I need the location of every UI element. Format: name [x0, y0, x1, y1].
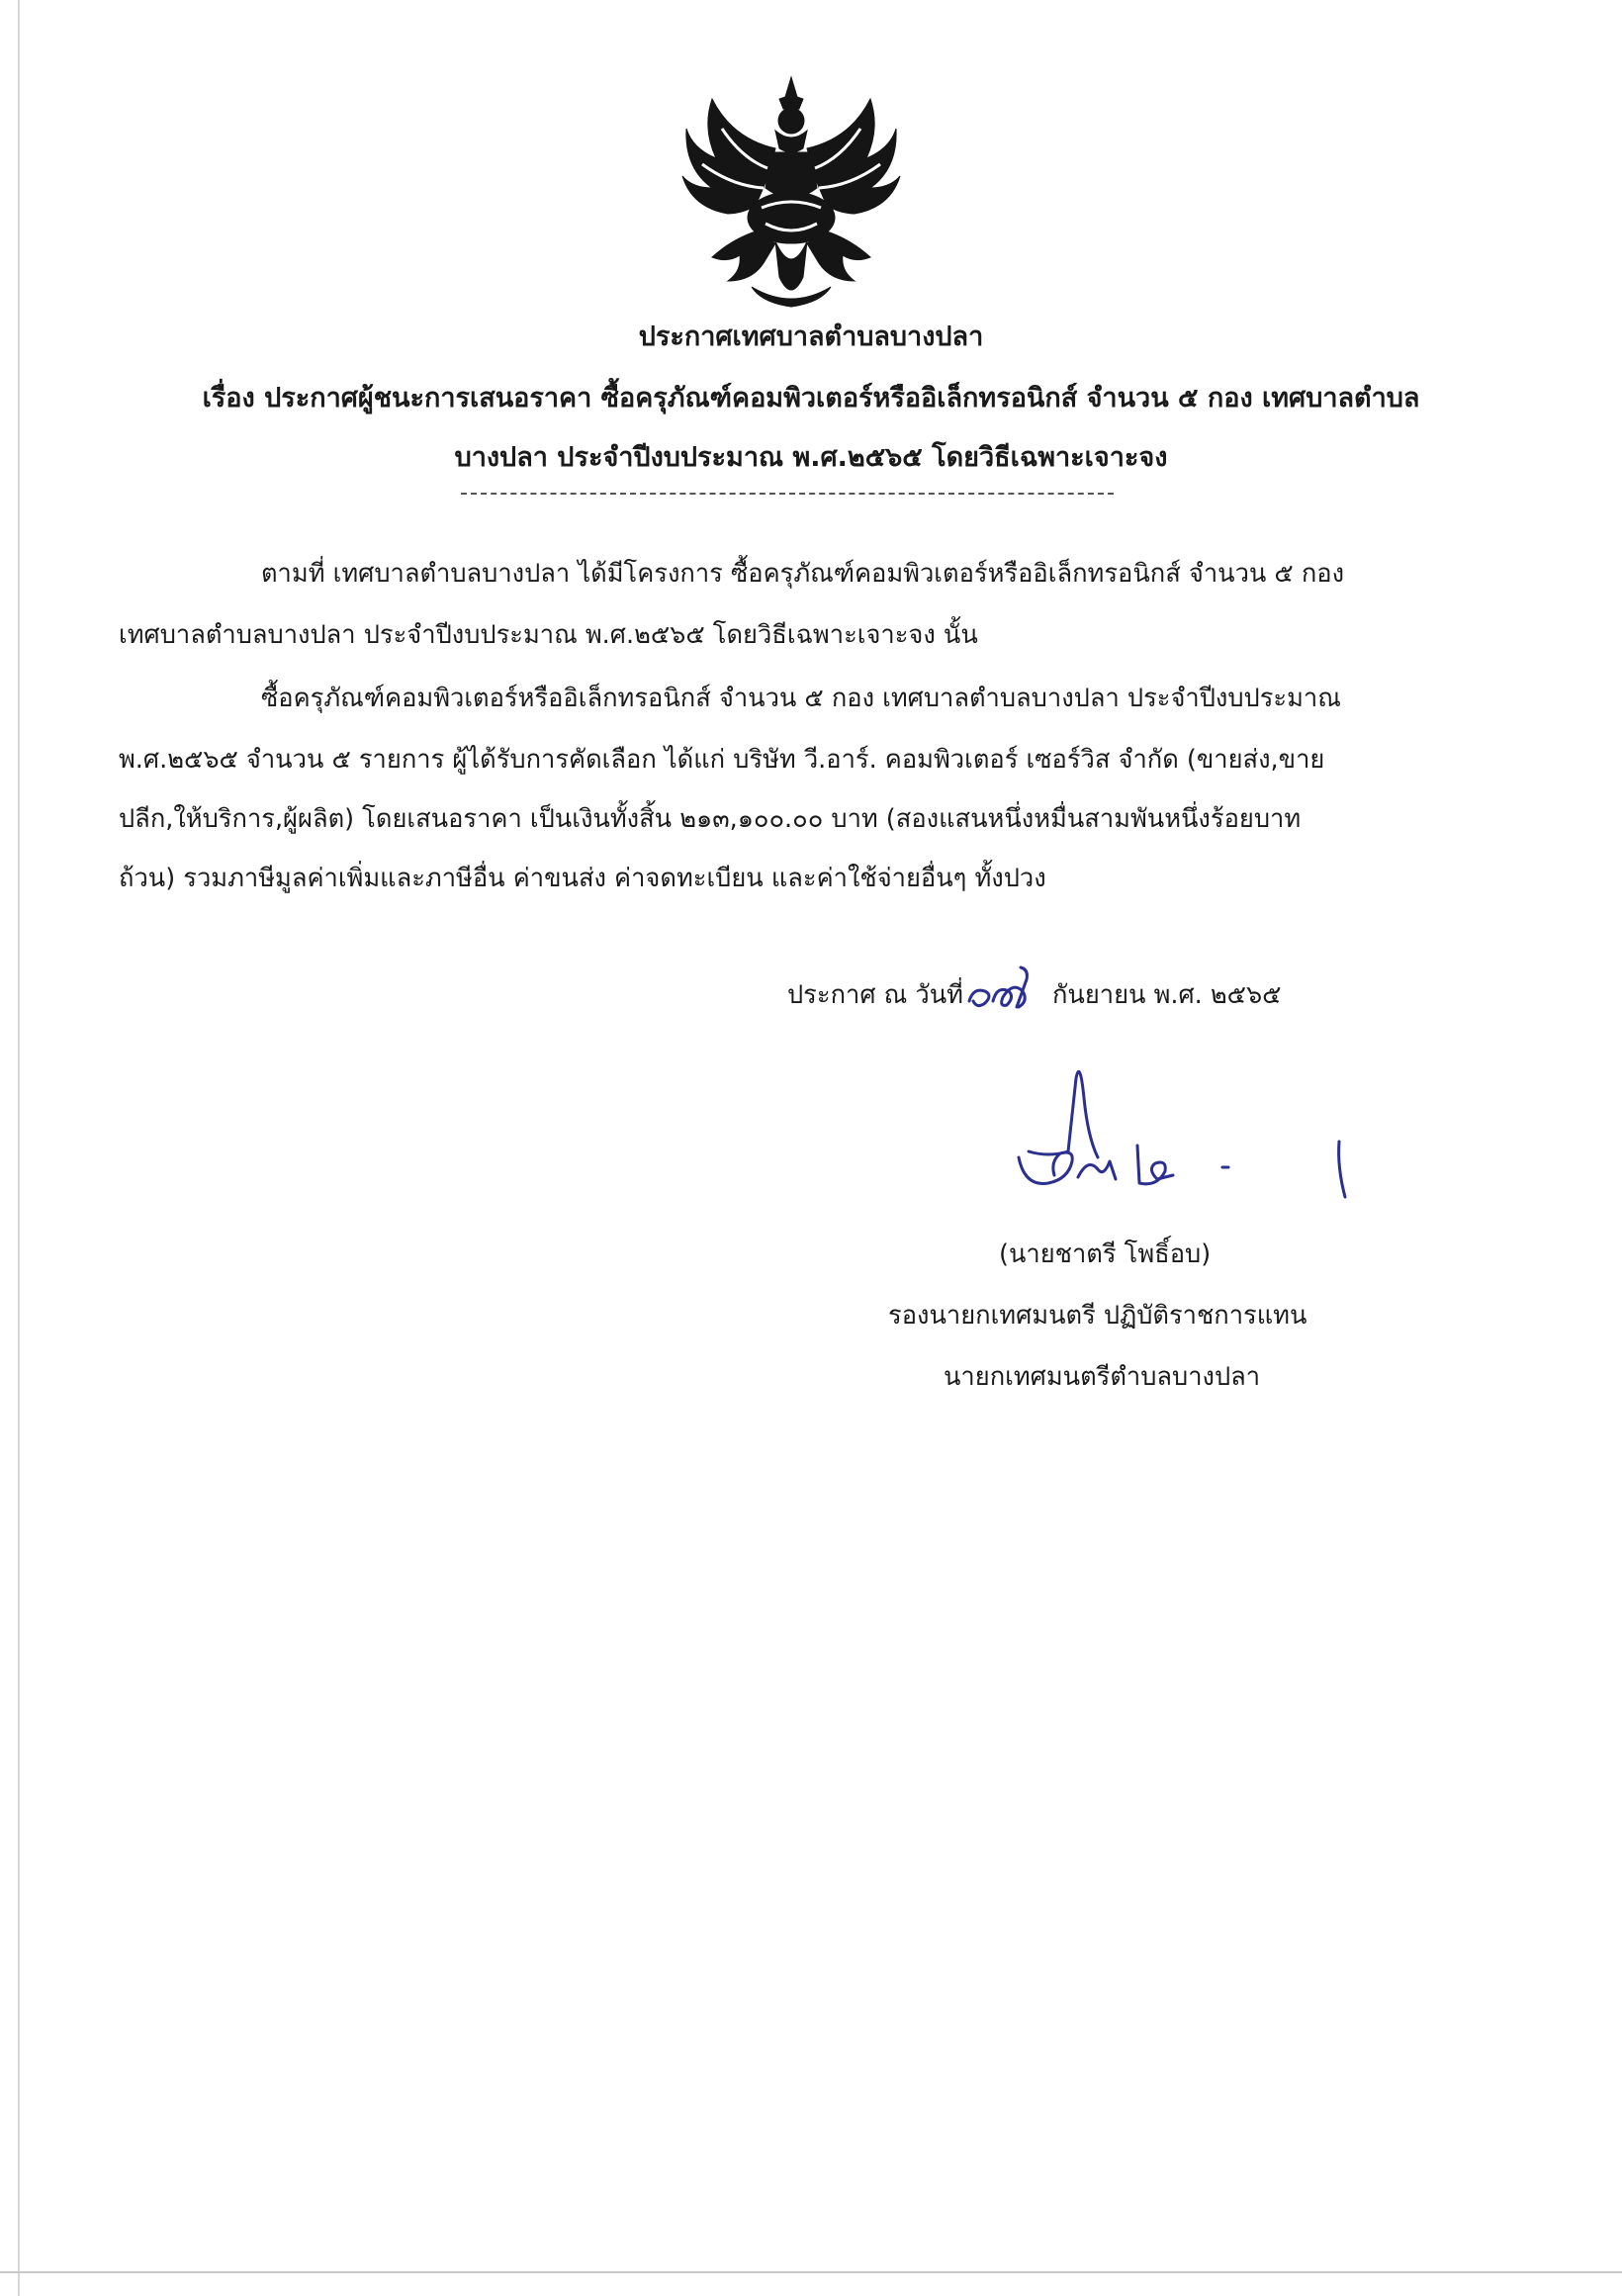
document-title: ประกาศเทศบาลตำบลบางปลา — [638, 321, 984, 352]
paragraph-2-line-1: ซื้อครุภัณฑ์คอมพิวเตอร์หรืออิเล็กทรอนิกส์ จำนวน ๕ กอง เทศบาลตำบลบางปลา ประจำปีงบประมาณ — [261, 684, 1341, 713]
subject-line-1: เรื่อง ประกาศผู้ชนะการเสนอราคา ซื้อครุภัณฑ์คอมพิวเตอร์หรืออิเล็กทรอนิกส์ จำนวน ๕ กอง เทศบาลตำบล — [202, 383, 1420, 413]
paragraph-1-line-2: เทศบาลตำบลบางปลา ประจำปีงบประมาณ พ.ศ.๒๕๖๕ โดยวิธีเฉพาะเจาะจง นั้น — [119, 620, 978, 650]
separator-line — [461, 493, 1114, 495]
paragraph-2-line-3: ปลีก,ให้บริการ,ผู้ผลิต) โดยเสนอราคา เป็นเงินทั้งสิ้น ๒๑๓,๑๐๐.๐๐ บาท (สองแสนหนึ่งหมื่นสามพันหนึ่งร้อยบาท — [119, 804, 1302, 834]
subject-line-2: บางปลา ประจำปีงบประมาณ พ.ศ.๒๕๖๕ โดยวิธีเฉพาะเจาะจง — [454, 442, 1168, 473]
handwritten-signature — [989, 1039, 1365, 1217]
scan-bottom-edge — [0, 2271, 1622, 2273]
announcement-date — [787, 975, 1281, 1015]
paragraph-2-line-2: พ.ศ.๒๕๖๕ จำนวน ๕ รายการ ผู้ได้รับการคัดเลือก ได้แก่ บริษัท วี.อาร์. คอมพิวเตอร์ เซอร์วิส จำกัด (ขายส่ง,ขาย — [119, 745, 1325, 775]
signatory-title-1: รองนายกเทศมนตรี ปฏิบัติราชการแทน — [888, 1301, 1307, 1331]
signatory-name: (นายชาตรี โพธิ์อบ) — [999, 1240, 1212, 1269]
date-suffix: กันยายน พ.ศ. ๒๕๖๕ — [1051, 980, 1282, 1010]
paragraph-2-line-4: ถ้วน) รวมภาษีมูลค่าเพิ่มและภาษีอื่น ค่าขนส่ง ค่าจดทะเบียน และค่าใช้จ่ายอื่นๆ ทั้งปวง — [119, 864, 1046, 893]
handwritten-day — [963, 981, 1052, 1011]
paragraph-1-line-1: ตามที่ เทศบาลตำบลบางปลา ได้มีโครงการ ซื้อครุภัณฑ์คอมพิวเตอร์หรืออิเล็กทรอนิกส์ จำนวน ๕ กอง — [261, 559, 1345, 589]
signatory-title-2: นายกเทศมนตรีตำบลบางปลา — [944, 1362, 1261, 1392]
garuda-emblem-icon — [673, 69, 910, 317]
date-prefix: ประกาศ ณ วันที่ — [787, 980, 963, 1010]
